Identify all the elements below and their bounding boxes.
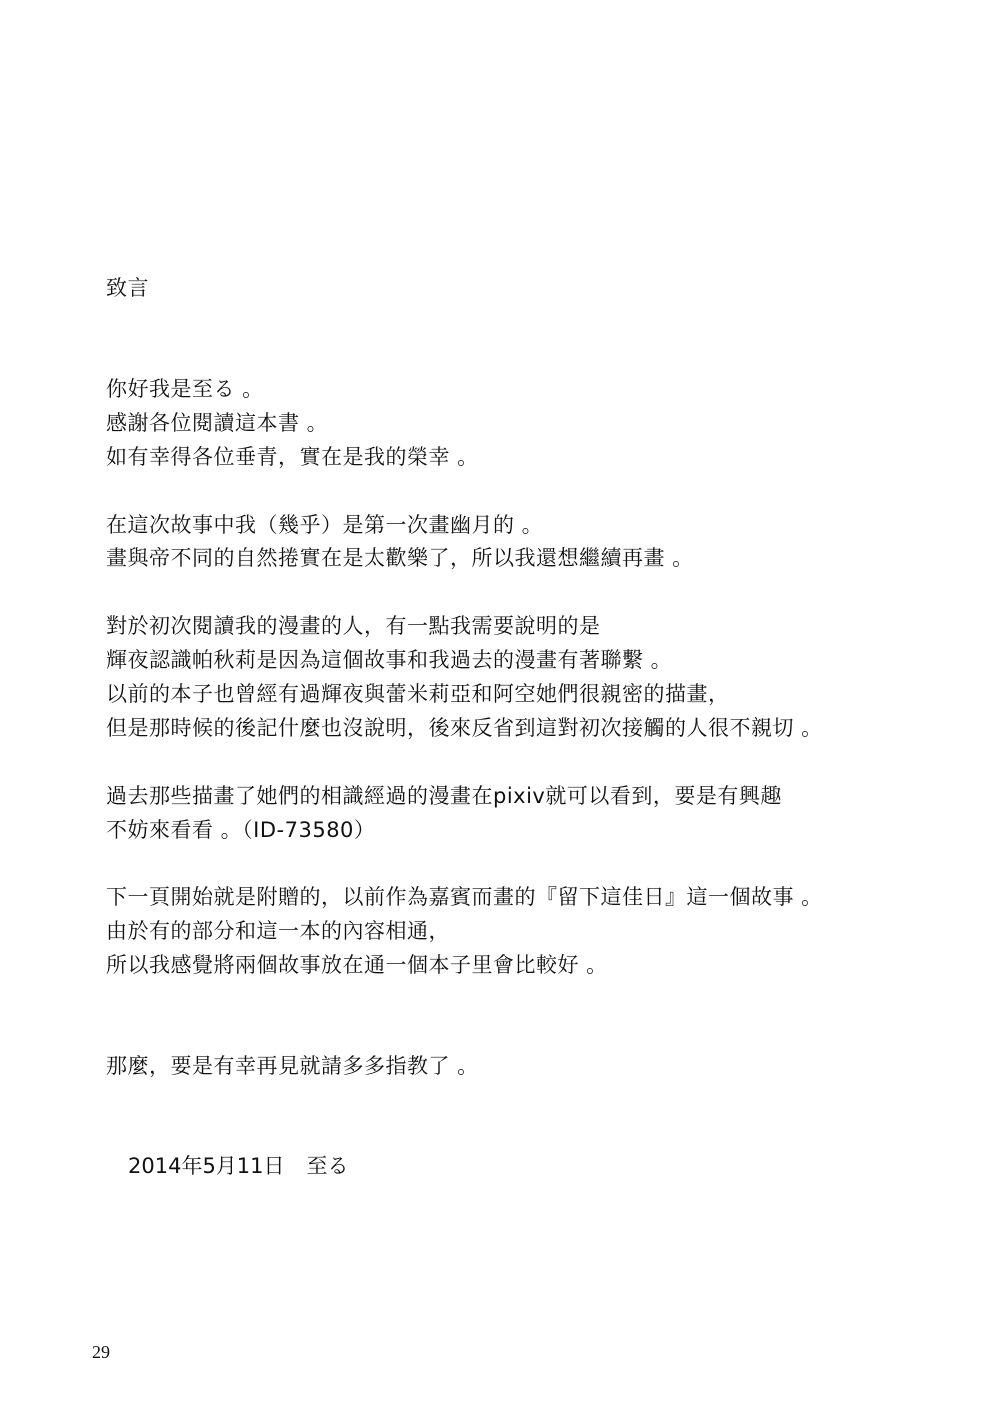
text-line: 由於有的部分和這一本的內容相通，	[106, 919, 450, 943]
page-title: 致言	[106, 276, 149, 300]
text-line: 你好我是至る 。	[106, 377, 264, 401]
text-line: 不妨來看看 。（ID-73580）	[106, 818, 376, 842]
text-line: 如有幸得各位垂青，實在是我的榮幸 。	[106, 445, 479, 469]
text-line: 那麼，要是有幸再見就請多多指教了 。	[106, 1054, 479, 1078]
text-line: 以前的本子也曾經有過輝夜與蕾米莉亞和阿空她們很親密的描畫，	[106, 682, 730, 706]
text-line: 感謝各位閱讀這本書 。	[106, 411, 329, 435]
signature-author: 至る	[306, 1154, 349, 1178]
text-line: 畫與帝不同的自然捲實在是太歡樂了，所以我還想繼續再畫 。	[106, 546, 694, 570]
signature-date: 2014年5月11日	[128, 1154, 285, 1178]
text-line: 對於初次閱讀我的漫畫的人，有一點我需要說明的是	[106, 614, 601, 638]
signature	[128, 1153, 349, 1179]
text-line: 在這次故事中我（幾乎）是第一次畫幽月的 。	[106, 513, 544, 537]
text-line: 但是那時候的後記什麼也沒說明，後來反省到這對初次接觸的人很不親切 。	[106, 716, 823, 740]
page-number: 29	[92, 1342, 110, 1362]
text-line: 過去那些描畫了她們的相識經過的漫畫在pixiv就可以看到，要是有興趣	[106, 784, 782, 808]
text-line: 下一頁開始就是附贈的，以前作為嘉賓而畫的『留下這佳日』這一個故事 。	[106, 885, 823, 909]
text-line: 所以我感覺將兩個故事放在通一個本子里會比較好 。	[106, 953, 608, 977]
text-line: 輝夜認識帕秋莉是因為這個故事和我過去的漫畫有著聯繫 。	[106, 648, 673, 672]
